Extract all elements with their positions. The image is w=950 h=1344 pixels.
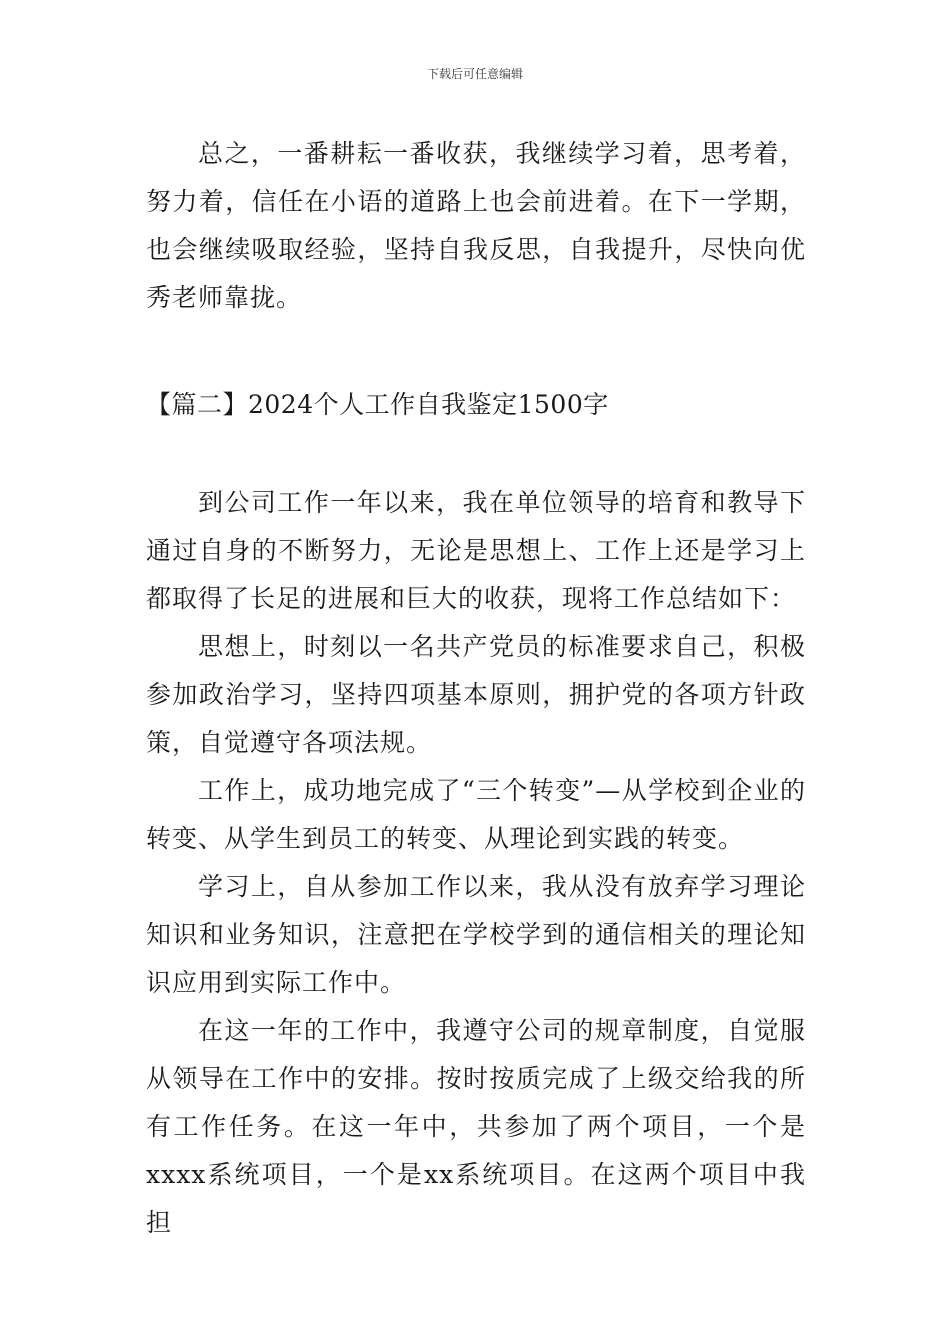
paragraph-study: 学习上，自从参加工作以来，我从没有放弃学习理论知识和业务知识，注意把在学校学到的通信相关的理论知识应用到实际工作中。 bbox=[146, 872, 806, 997]
paragraph-thought: 思想上，时刻以一名共产党员的标准要求自己，积极参加政治学习，坚持四项基本原则，拥护党的各项方针政策，自觉遵守各项法规。 bbox=[146, 632, 806, 757]
paragraph-intro: 到公司工作一年以来，我在单位领导的培育和教导下通过自身的不断努力，无论是思想上、工作上还是学习上都取得了长足的进展和巨大的收获，现将工作总结如下： bbox=[146, 488, 806, 613]
section-heading: 【篇二】2024个人工作自我鉴定1500字 bbox=[146, 390, 609, 419]
spacer bbox=[146, 429, 806, 479]
document-body bbox=[146, 130, 806, 1247]
paragraph-year-review: 在这一年的工作中，我遵守公司的规章制度，自觉服从领导在工作中的安排。按时按质完成了上级交给我的所有工作任务。在这一年中，共参加了两个项目，一个是xxxx系统项目，一个是xx系统项目。在这两个项目中我担 bbox=[146, 1016, 806, 1237]
spacer bbox=[146, 322, 806, 381]
paragraph-conclusion: 总之，一番耕耘一番收获，我继续学习着，思考着，努力着，信任在小语的道路上也会前进着。在下一学期，也会继续吸取经验，坚持自我反思，自我提升，尽快向优秀老师靠拢。 bbox=[146, 139, 806, 312]
paragraph-work: 工作上，成功地完成了“三个转变”—从学校到企业的转变、从学生到员工的转变、从理论到实践的转变。 bbox=[146, 776, 806, 853]
page-header: 下载后可任意编辑 bbox=[426, 67, 523, 81]
